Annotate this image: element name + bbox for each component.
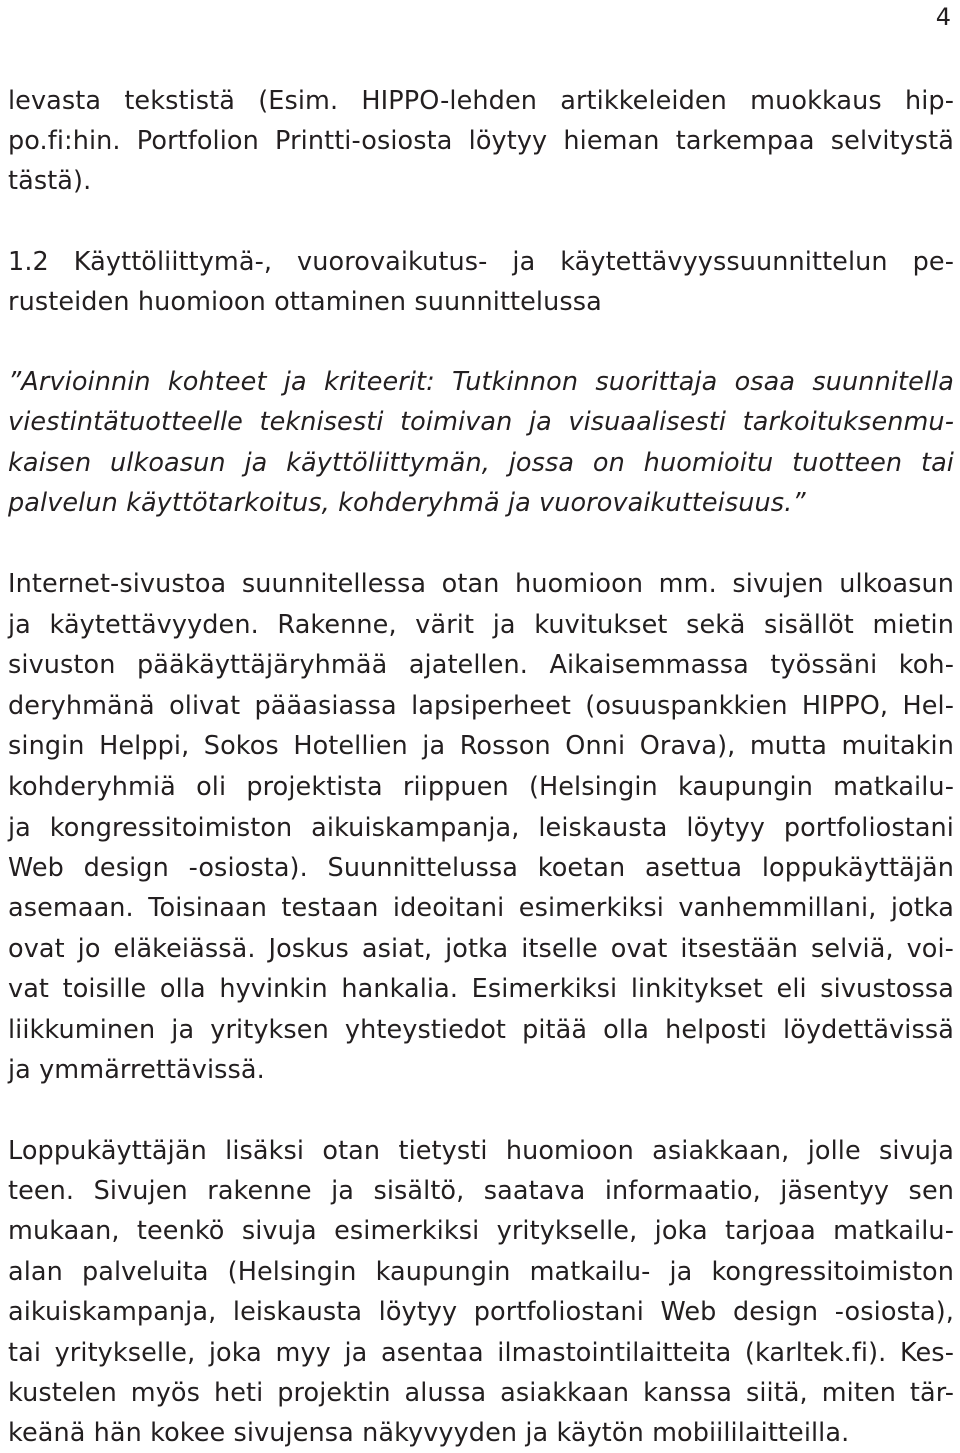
text-line: po.fi:hin. Portfolion Printti-osiosta löytyy hieman tarkempaa selvitystä xyxy=(8,126,954,156)
text-line: aikuiskampanja, leiskausta löytyy portfoliostani Web design -osiosta), xyxy=(8,1297,954,1327)
page-number: 4 xyxy=(935,3,951,31)
text-line: keänä hän kokee sivujensa näkyvyyden ja käytön mobiililaitteilla. xyxy=(8,1418,850,1448)
text-line: levasta tekstistä (Esim. HIPPO-lehden artikkeleiden muokkaus hip- xyxy=(8,86,954,116)
text-line: liikkuminen ja yrityksen yhteystiedot pitää olla helposti löydettävissä xyxy=(8,1015,954,1045)
text-line: ”Arvioinnin kohteet ja kriteerit: Tutkinnon suorittaja osaa suunnitella xyxy=(8,367,954,397)
text-line: ja käytettävyyden. Rakenne, värit ja kuvitukset sekä sisällöt mietin xyxy=(8,610,954,640)
text-line: Loppukäyttäjän lisäksi otan tietysti huomioon asiakkaan, jolle sivuja xyxy=(8,1136,954,1166)
text-line: viestintätuotteelle teknisesti toimivan ja visuaalisesti tarkoituksenmu- xyxy=(8,407,954,437)
text-line: kustelen myös heti projektin alussa asiakkaan kanssa siitä, miten tär- xyxy=(8,1378,954,1408)
text-line: tai yritykselle, joka myy ja asentaa ilmastointilaitteita (karltek.fi). Kes- xyxy=(8,1338,954,1368)
text-line: deryhmänä olivat pääasiassa lapsiperheet (osuuspankkien HIPPO, Hel- xyxy=(8,691,954,721)
text-line: ja kongressitoimiston aikuiskampanja, leiskausta löytyy portfoliostani xyxy=(8,813,954,843)
text-line: kohderyhmiä oli projektista riippuen (Helsingin kaupungin matkailu- xyxy=(8,772,954,802)
text-line: palvelun käyttötarkoitus, kohderyhmä ja vuorovaikutteisuus.” xyxy=(8,488,806,518)
text-line: Web design -osiosta). Suunnittelussa koetan asettua loppukäyttäjän xyxy=(8,853,954,883)
text-line: teen. Sivujen rakenne ja sisältö, saatava informaatio, jäsentyy sen xyxy=(8,1176,954,1206)
text-line: alan palveluita (Helsingin kaupungin matkailu- ja kongressitoimiston xyxy=(8,1257,954,1287)
text-line: 1.2 Käyttöliittymä-, vuorovaikutus- ja käytettävyyssuunnittelun pe- xyxy=(8,247,954,277)
text-line: ovat jo eläkeiässä. Joskus asiat, jotka itselle ovat itsestään selviä, voi- xyxy=(8,934,954,964)
text-line: Internet-sivustoa suunnitellessa otan huomioon mm. sivujen ulkoasun xyxy=(8,569,954,599)
text-line: vat toisille olla hyvinkin hankalia. Esimerkiksi linkitykset eli sivustossa xyxy=(8,974,954,1004)
text-line: mukaan, teenkö sivuja esimerkiksi yritykselle, joka tarjoaa matkailu- xyxy=(8,1216,954,1246)
text-line: singin Helppi, Sokos Hotellien ja Rosson Onni Orava), mutta muitakin xyxy=(8,731,954,761)
text-line: asemaan. Toisinaan testaan ideoitani esimerkiksi vanhemmillani, jotka xyxy=(8,893,954,923)
text-line: sivuston pääkäyttäjäryhmää ajatellen. Aikaisemmassa työssäni koh- xyxy=(8,650,954,680)
text-line: ja ymmärrettävissä. xyxy=(8,1055,265,1085)
text-line: tästä). xyxy=(8,166,92,196)
text-line: rusteiden huomioon ottaminen suunnittelussa xyxy=(8,287,602,317)
text-line: kaisen ulkoasun ja käyttöliittymän, jossa on huomioitu tuotteen tai xyxy=(8,448,954,478)
